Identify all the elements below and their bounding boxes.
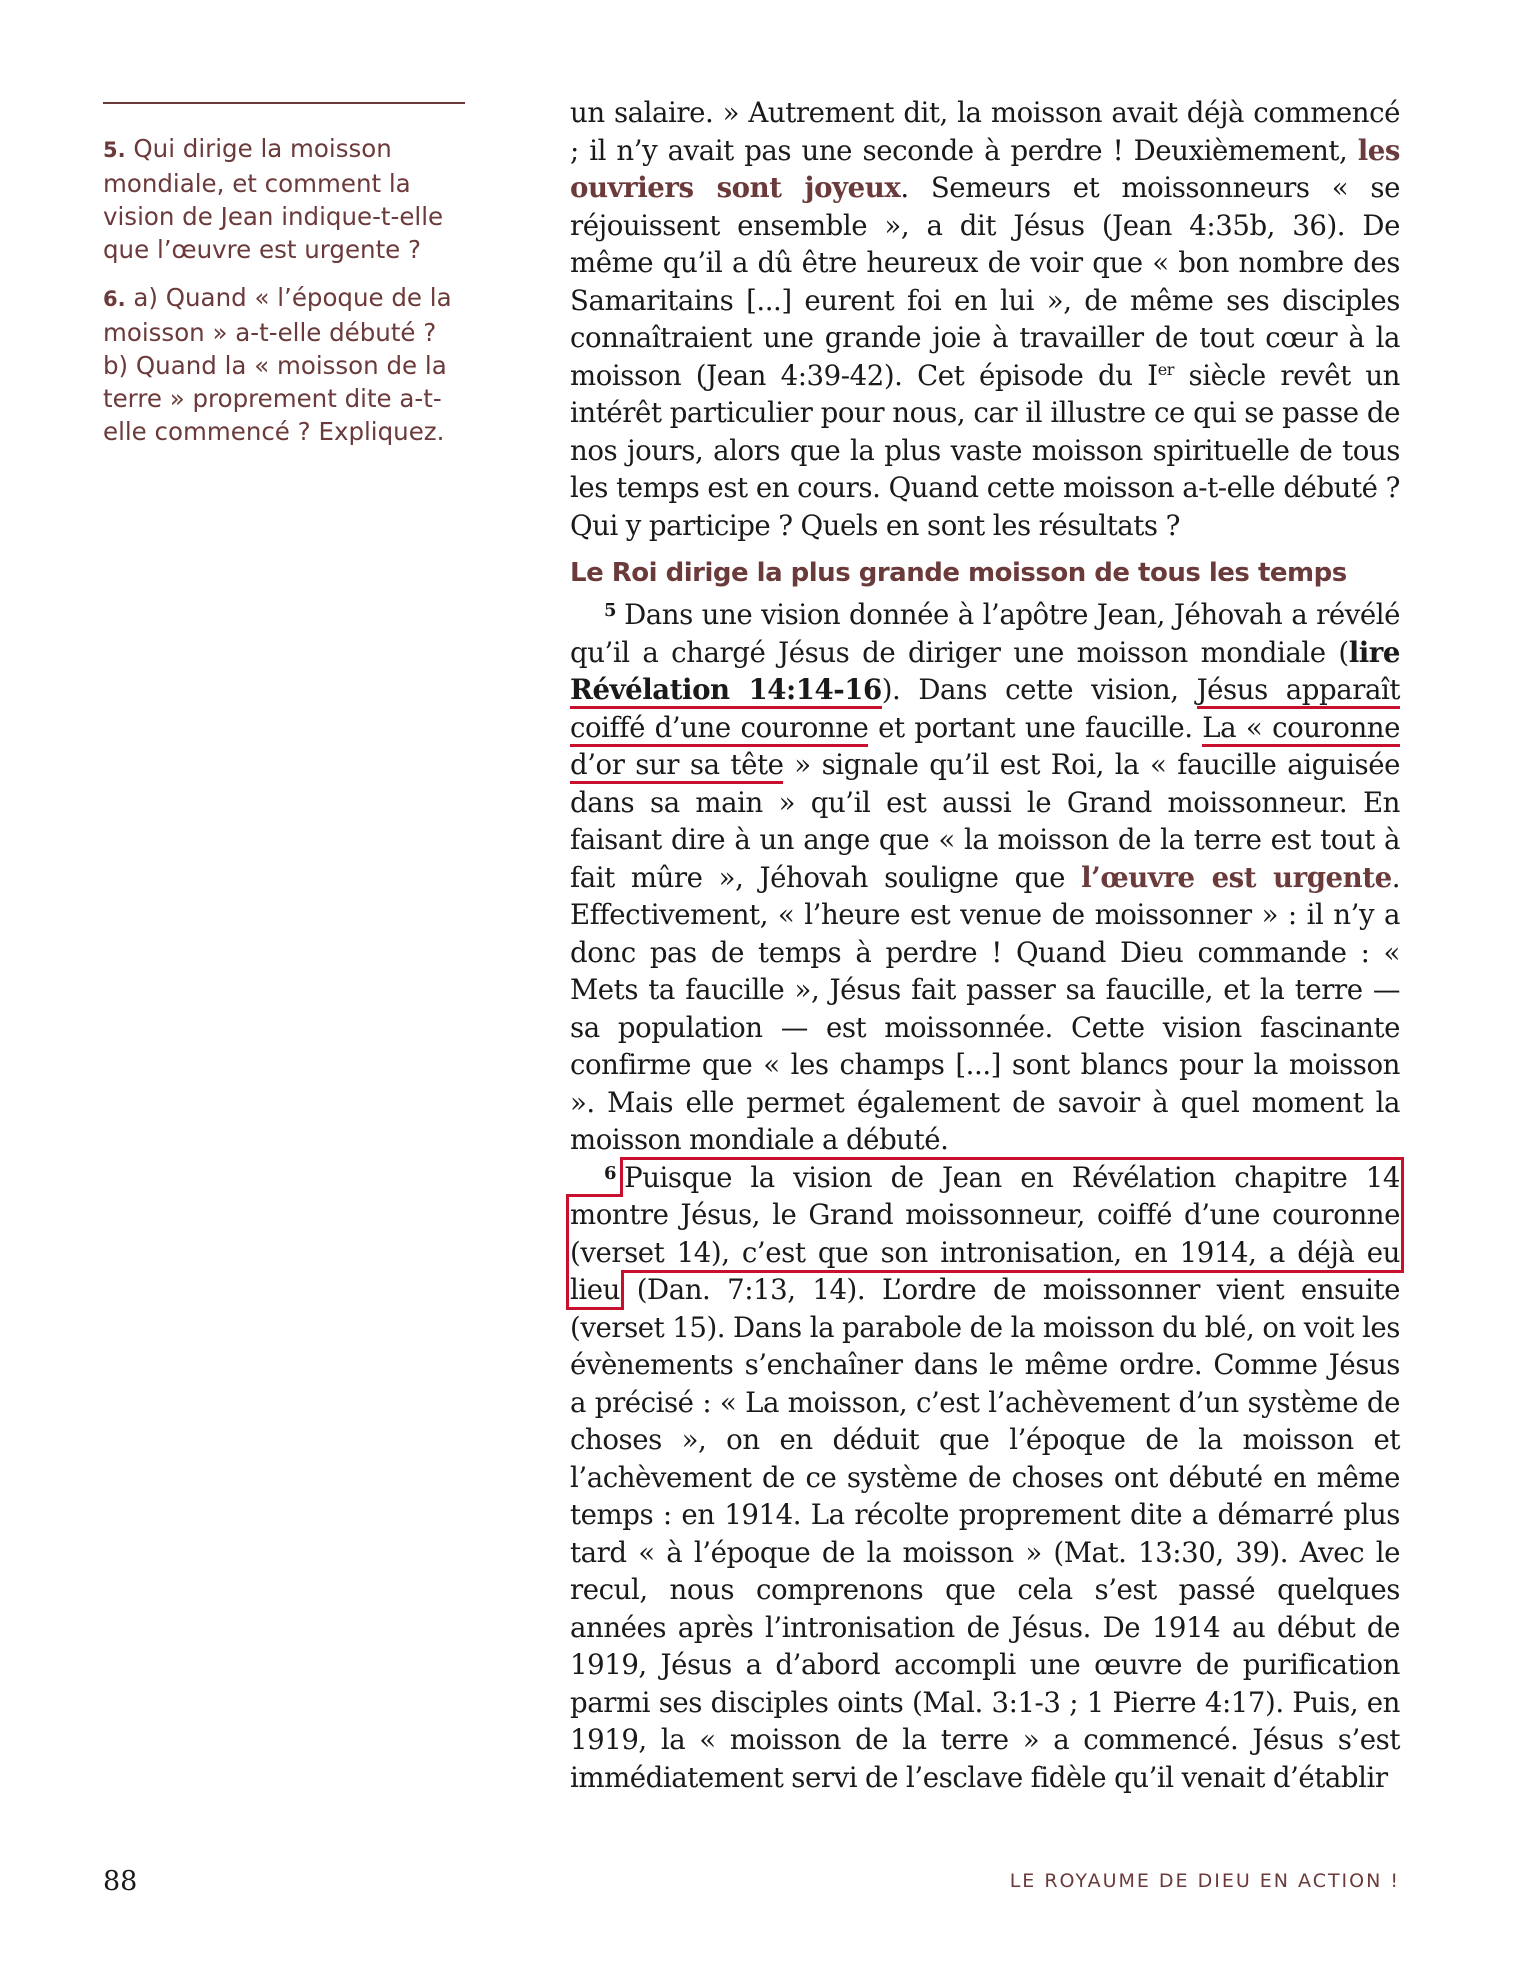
read-instruction: lire: [1348, 635, 1400, 669]
page-number: 88: [103, 1866, 138, 1897]
scripture-reference-link[interactable]: Révélation 14:14-16: [570, 673, 882, 709]
highlight-phrase: les ouvriers sont joyeux: [570, 133, 1400, 204]
sidebar-divider: [103, 102, 465, 104]
text-run: Dans une vision donnée à l’apôtre Jean, Jéhovah a révélé qu’il a chargé Jésus de diriger une moisson mondiale (: [570, 598, 1400, 669]
study-question-5: [103, 132, 465, 266]
highlight-phrase: l’œuvre est urgente: [1081, 860, 1392, 894]
century-superscript: er: [1157, 359, 1174, 379]
paragraph-6: [570, 1159, 1400, 1797]
century-numeral: I: [1147, 358, 1158, 392]
underlined-phrase: La « couronne d’or sur sa tête: [570, 711, 1400, 785]
question-number: 6.: [103, 287, 126, 311]
section-heading: Le Roi dirige la plus grande moisson de tous les temps: [570, 558, 1347, 588]
text-run: . Semeurs et moissonneurs « se réjouissent ensemble », a dit Jésus (Jean 4:35b, 36). De même qu’il a dû être heureux de voir que « bon nombre des Samaritains [...] eurent foi en lui », de même ses disciples connaîtraient une grande joie à travailler de tout cœur à la moisson (Jean 4:39-42). Cet épisode du: [570, 171, 1400, 392]
paragraph-5: [570, 596, 1400, 1159]
text-run: (Dan. 7:13, 14). L’ordre de moissonner vient ensuite (verset 15). Dans la parabole de la moisson du blé, on voit les évènements s’enchaîner dans le même ordre. Comme Jésus a précisé : « La moisson, c’est l’achèvement d’un système de choses », on en déduit que l’époque de la moisson et l’achèvement de ce système de choses ont débuté en même temps : en 1914. La récolte proprement dite a démarré plus tard « à l’époque de la moisson » (Mat. 13:30, 39). Avec le recul, nous comprenons que cela s’est passé quelques années après l’intronisation de Jésus. De 1914 au début de 1919, Jésus a d’abord accompli une œuvre de purification parmi ses disciples oints (Mal. 3:1-3 ; 1 Pierre 4:17). Puis, en 1919, la « moisson de la terre » a commencé. Jésus s’est immédiatement servi de l’esclave fidèle qu’il venait d’établir: [570, 1273, 1400, 1794]
book-title: LE ROYAUME DE DIEU EN ACTION !: [1009, 1870, 1400, 1892]
question-text: a) Quand « l’époque de la moisson » a-t-elle débuté ? b) Quand la « moisson de la terre » proprement dite a-t-elle commencé ? Expliquez.: [103, 283, 452, 446]
paragraph-number: 5: [604, 600, 617, 621]
text-run: . Effectivement, « l’heure est venue de moissonner » : il n’y a donc pas de temps à perdre ! Quand Dieu commande : « Mets ta faucille », Jésus fait passer sa faucille, et la terre — sa population — est moissonnée. Cette vision fascinante confirme que « les champs [...] sont blancs pour la moisson ». Mais elle permet également de savoir à quel moment la moisson mondiale a débuté.: [570, 860, 1401, 1156]
boxed-highlight: Puisque la vision de Jean en Révélation chapitre 14 montre Jésus, le Grand moissonneur, coiffé d’une couronne (verset 14), c’est que son intronisation, en 1914, a déjà eu lieu: [570, 1160, 1400, 1306]
text-run: ). Dans cette vision,: [881, 673, 1197, 706]
paragraph-continuation: [570, 94, 1400, 544]
text-run: » signale qu’il est Roi, la « faucille aiguisée dans sa main » qu’il est aussi le Grand moissonneur. En faisant dire à un ange que « la moisson de la terre est tout à fait mûre », Jéhovah souligne que: [570, 748, 1400, 894]
underlined-phrase: Jésus apparaît coiffé d’une couronne: [570, 673, 1400, 747]
main-text-column: [570, 94, 1400, 1796]
text-run: et portant une faucille.: [868, 710, 1203, 744]
question-text: Qui dirige la moisson mondiale, et comment la vision de Jean indique-t-elle que l’œuvre est urgente ?: [103, 134, 444, 264]
study-question-6: [103, 281, 465, 448]
paragraph-number: 6: [604, 1162, 617, 1184]
text-run: un salaire. » Autrement dit, la moisson avait déjà commencé ; il n’y avait pas une seconde à perdre ! Deuxièmement,: [570, 96, 1400, 167]
text-run: siècle revêt un intérêt particulier pour nous, car il illustre ce qui se passe de nos jours, alors que la plus vaste moisson spirituelle de tous les temps est en cours. Quand cette moisson a-t-elle débuté ? Qui y participe ? Quels en sont les résultats ?: [570, 358, 1400, 542]
question-number: 5.: [103, 138, 126, 162]
